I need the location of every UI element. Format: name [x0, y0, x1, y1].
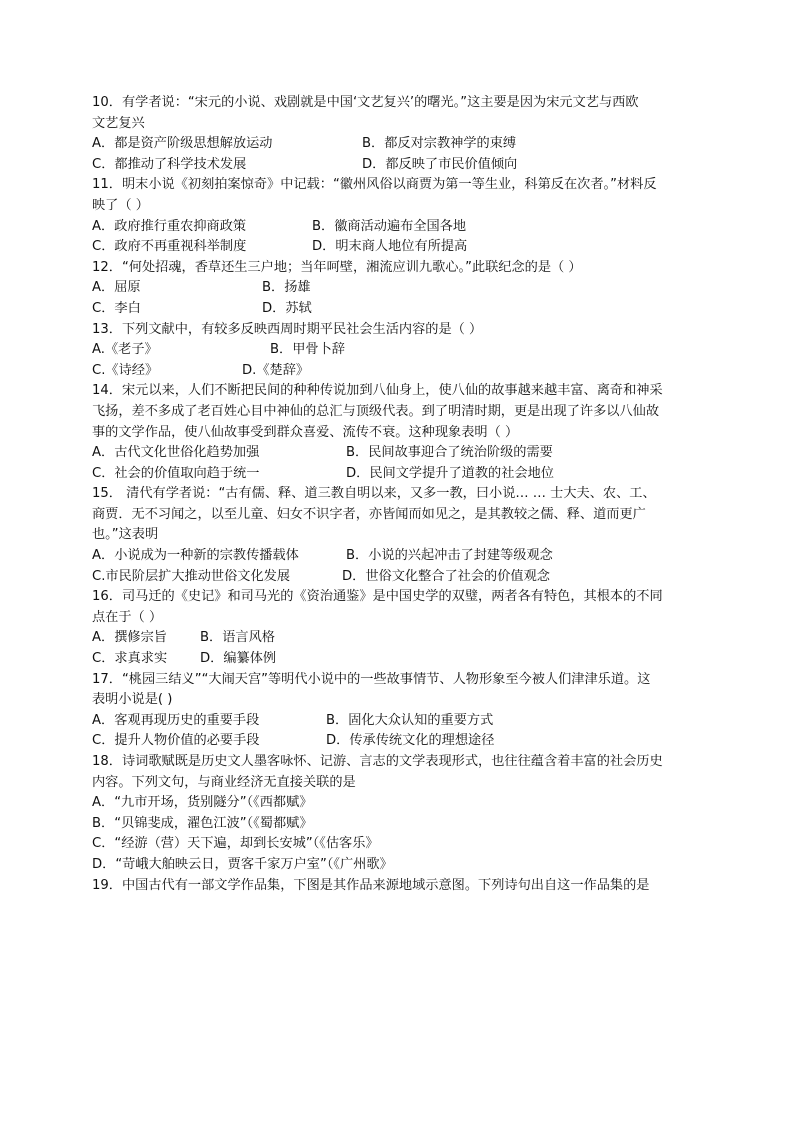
q18-option-d[interactable]: D．“苛峨大舶映云日，贾客千家万户室”（《广州歌》: [92, 856, 393, 872]
q16-option-d[interactable]: D．编纂体例: [200, 651, 277, 667]
q11-option-d[interactable]: D．明末商人地位有所提高: [312, 239, 468, 255]
q17-option-c[interactable]: C．提升人物价值的必要手段: [92, 733, 260, 749]
q12-stem: 12．“何处招魂，香草还生三户地；当年呵壁，湘流应训九歌心。”此联纪念的是（ ）: [92, 259, 582, 275]
q11-stem: 11．明末小说《初刻拍案惊奇》中记载：“徽州风俗以商贾为第一等生业，科第反在次者。”材料反: [92, 177, 657, 193]
q17-options-row2: [92, 731, 704, 752]
q16-options-row1: [92, 628, 704, 649]
q13-option-d[interactable]: D.《楚辞》: [242, 362, 310, 378]
q16-option-c[interactable]: C．求真求实: [92, 651, 168, 667]
q18-option-b[interactable]: B．“贝锦斐成，濯色江波”（《蜀都赋》: [92, 815, 313, 831]
q11-option-a[interactable]: A．政府推行重农抑商政策: [92, 218, 247, 234]
q12-option-b[interactable]: B．扬雄: [262, 280, 311, 296]
q14-option-a[interactable]: A．古代文化世俗化趋势加强: [92, 445, 260, 461]
q14-stem: 14．宋元以来，人们不断把民间的种种传说加到八仙身上，使八仙的故事越来越丰富、离奇和神采: [92, 383, 663, 399]
q19-stem: 19．中国古代有一部文学作品集，下图是其作品来源地域示意图。下列诗句出自这一作品集的是: [92, 877, 650, 893]
q14-options-row2: [92, 464, 704, 485]
q16-stem: 16．司马迁的《史记》和司马光的《资治通鉴》是中国史学的双璧，两者各有特色，其根本的不同: [92, 589, 663, 605]
q16-options-row2: [92, 649, 704, 670]
q11-stem-cont: 映了（ ）: [92, 197, 149, 213]
q15-option-a[interactable]: A．小说成为一种新的宗教传播载体: [92, 548, 299, 564]
q15-stem-cont1: 商贾．无不习闻之，以至儿童、妇女不识字者，亦皆闻而如见之，是其教较之儒、释、道而更广: [92, 506, 646, 522]
q15-option-c[interactable]: C.市民阶层扩大推动世俗文化发展: [92, 568, 291, 584]
q12-option-c[interactable]: C．李白: [92, 300, 141, 316]
q17-stem-cont: 表明小说是( ): [92, 692, 173, 708]
q13-option-c[interactable]: C.《诗经》: [92, 362, 159, 378]
q17-option-a[interactable]: A．客观再现历史的重要手段: [92, 712, 260, 728]
q13-stem: 13．下列文献中，有较多反映西周时期平民社会生活内容的是（ ）: [92, 321, 483, 337]
q12-option-a[interactable]: A．屈原: [92, 280, 141, 296]
q12-options-row1: [92, 278, 704, 299]
q10-options-row1: [92, 134, 704, 155]
q17-stem: 17．“桃园三结义”“大闹天宫”等明代小说中的一些故事情节、人物形象至今被人们津津乐道。这: [92, 671, 651, 687]
q13-option-b[interactable]: B．甲骨卜辞: [270, 342, 345, 358]
q15-options-row1: [92, 546, 704, 567]
q13-option-a[interactable]: A.《老子》: [92, 342, 158, 358]
q15-stem-cont2: 也。”这表明: [92, 527, 159, 543]
q10-option-c[interactable]: C．都推动了科学技术发展: [92, 156, 247, 172]
q15-stem: 15． 清代有学者说：“古有儒、释、道三教自明以来，又多一教，曰小说… … 士大夫、农、工、: [92, 486, 656, 502]
q18-option-a[interactable]: A．“九市开场，货别隧分”（《西都赋》: [92, 795, 313, 811]
q17-options-row1: [92, 711, 704, 732]
q15-option-b[interactable]: B．小说的兴起冲击了封建等级观念: [346, 548, 553, 564]
q16-stem-cont: 点在于（ ）: [92, 609, 163, 625]
q16-option-a[interactable]: A．撰修宗旨: [92, 630, 167, 646]
q15-option-d[interactable]: D．世俗文化整合了社会的价值观念: [342, 568, 550, 584]
q11-options-row1: [92, 217, 704, 238]
q11-options-row2: [92, 237, 704, 258]
q12-option-d[interactable]: D．苏轼: [262, 300, 312, 316]
q10-options-row2: [92, 155, 704, 176]
q14-stem-cont2: 事的文学作品，使八仙故事受到群众喜爱、流传不衰。这种现象表明（ ）: [92, 424, 519, 440]
q14-option-c[interactable]: C．社会的价值取向趋于统一: [92, 465, 260, 481]
q10-option-d[interactable]: D．都反映了市民价值倾向: [362, 156, 518, 172]
q17-option-d[interactable]: D．传承传统文化的理想途径: [326, 733, 495, 749]
q13-options-row2: [92, 361, 704, 382]
q14-stem-cont1: 飞扬，差不多成了老百姓心目中神仙的总汇与顶级代表。到了明清时期，更是出现了许多以八仙故: [92, 403, 660, 419]
q10-option-b[interactable]: B．都反对宗教神学的束缚: [362, 136, 517, 152]
q10-stem: 10．有学者说：“宋元的小说、戏剧就是中国‘文艺复兴’的曙光。”这主要是因为宋元文艺与西欧: [92, 95, 639, 110]
q17-option-b[interactable]: B．固化大众认知的重要方式: [326, 712, 494, 728]
q14-options-row1: [92, 443, 704, 464]
q15-options-row2: [92, 567, 704, 588]
q12-options-row2: [92, 299, 704, 320]
q13-options-row1: [92, 340, 704, 361]
q10-stem-cont: 文艺复兴: [92, 115, 145, 131]
q18-stem-cont: 内容。下列文句，与商业经济无直接关联的是: [92, 774, 356, 790]
q10-option-a[interactable]: A．都是资产阶级思想解放运动: [92, 136, 273, 152]
q16-option-b[interactable]: B．语言风格: [200, 630, 275, 646]
q14-option-b[interactable]: B．民间故事迎合了统治阶级的需要: [346, 445, 553, 461]
q18-option-c[interactable]: C．“经游（营）天下遍，却到长安城”（《估客乐》: [92, 836, 379, 852]
q14-option-d[interactable]: D．民间文学提升了道教的社会地位: [346, 465, 554, 481]
q18-stem: 18．诗词歌赋既是历史文人墨客咏怀、记游、言志的文学表现形式，也往往蕴含着丰富的社会历史: [92, 754, 663, 769]
question-page: [92, 93, 704, 896]
q11-option-c[interactable]: C．政府不再重视科举制度: [92, 239, 247, 255]
q11-option-b[interactable]: B．徽商活动遍布全国各地: [312, 218, 467, 234]
